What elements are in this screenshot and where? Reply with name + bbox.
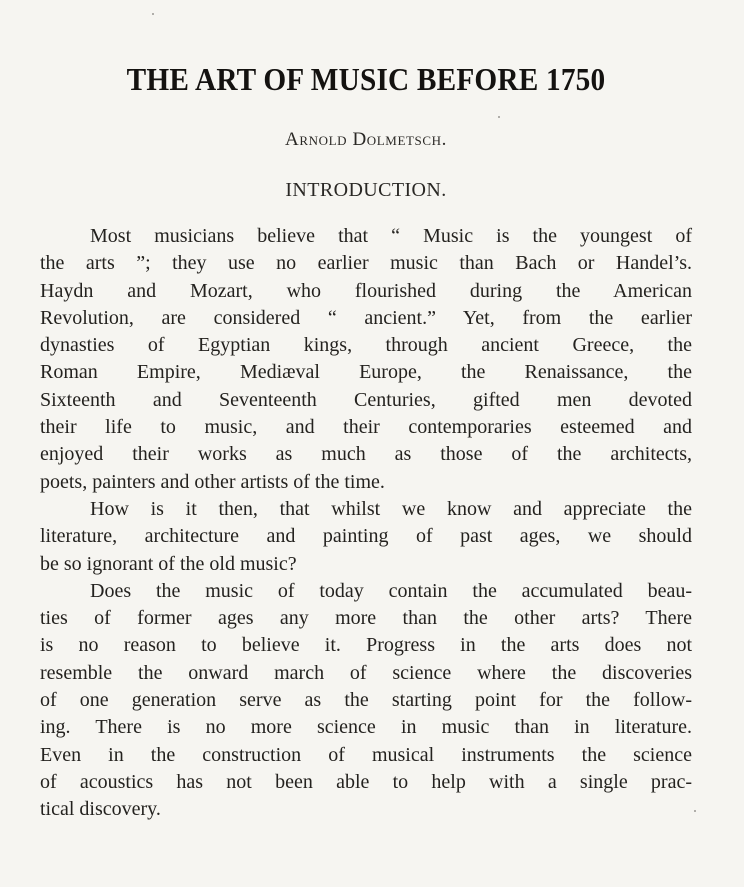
text-line: Haydn and Mozart, who flourished during the American [40, 279, 692, 302]
body-text [40, 223, 692, 824]
text-line: their life to music, and their contemporaries esteemed and [40, 416, 692, 439]
text-line: Most musicians believe that “ Music is the youngest of [90, 225, 692, 247]
text-line: the arts ”; they use no earlier music than Bach or Handel’s. [40, 252, 692, 275]
paper-speck [152, 13, 154, 15]
text-line: Does the music of today contain the accumulated beau- [90, 579, 692, 602]
paragraph [40, 223, 692, 496]
text-line: tical discovery. [40, 798, 161, 821]
text-line: dynasties of Egyptian kings, through ancient Greece, the [40, 334, 692, 357]
text-line: poets, painters and other artists of the time. [40, 470, 385, 493]
author-byline: Arnold Dolmetsch. [285, 129, 447, 150]
text-line: of one generation serve as the starting point for the follow- [40, 689, 692, 712]
text-line: of acoustics has not been able to help with a single prac- [40, 770, 692, 793]
chapter-title: THE ART OF MUSIC BEFORE 1750 [126, 62, 606, 97]
paragraph [40, 496, 692, 578]
paper-speck [694, 810, 696, 812]
text-line: Sixteenth and Seventeenth Centuries, gifted men devoted [40, 388, 692, 411]
text-line: be so ignorant of the old music? [40, 552, 297, 575]
text-line: is no reason to believe it. Progress in the arts does not [40, 634, 692, 657]
paper-speck [498, 116, 500, 118]
text-line: Even in the construction of musical instruments the science [40, 743, 692, 766]
text-line: ties of former ages any more than the other arts? There [40, 607, 692, 630]
section-heading: INTRODUCTION. [285, 179, 447, 201]
text-line: literature, architecture and painting of past ages, we should [40, 525, 692, 548]
text-line: ing. There is no more science in music than in literature. [40, 716, 692, 739]
text-line: enjoyed their works as much as those of the architects, [40, 443, 692, 466]
text-line: Revolution, are considered “ ancient.” Yet, from the earlier [40, 306, 692, 329]
text-line: resemble the onward march of science where the discoveries [40, 661, 692, 684]
text-line: How is it then, that whilst we know and appreciate the [90, 497, 692, 520]
paragraph [40, 578, 692, 824]
text-line: Roman Empire, Mediæval Europe, the Renaissance, the [40, 361, 692, 384]
